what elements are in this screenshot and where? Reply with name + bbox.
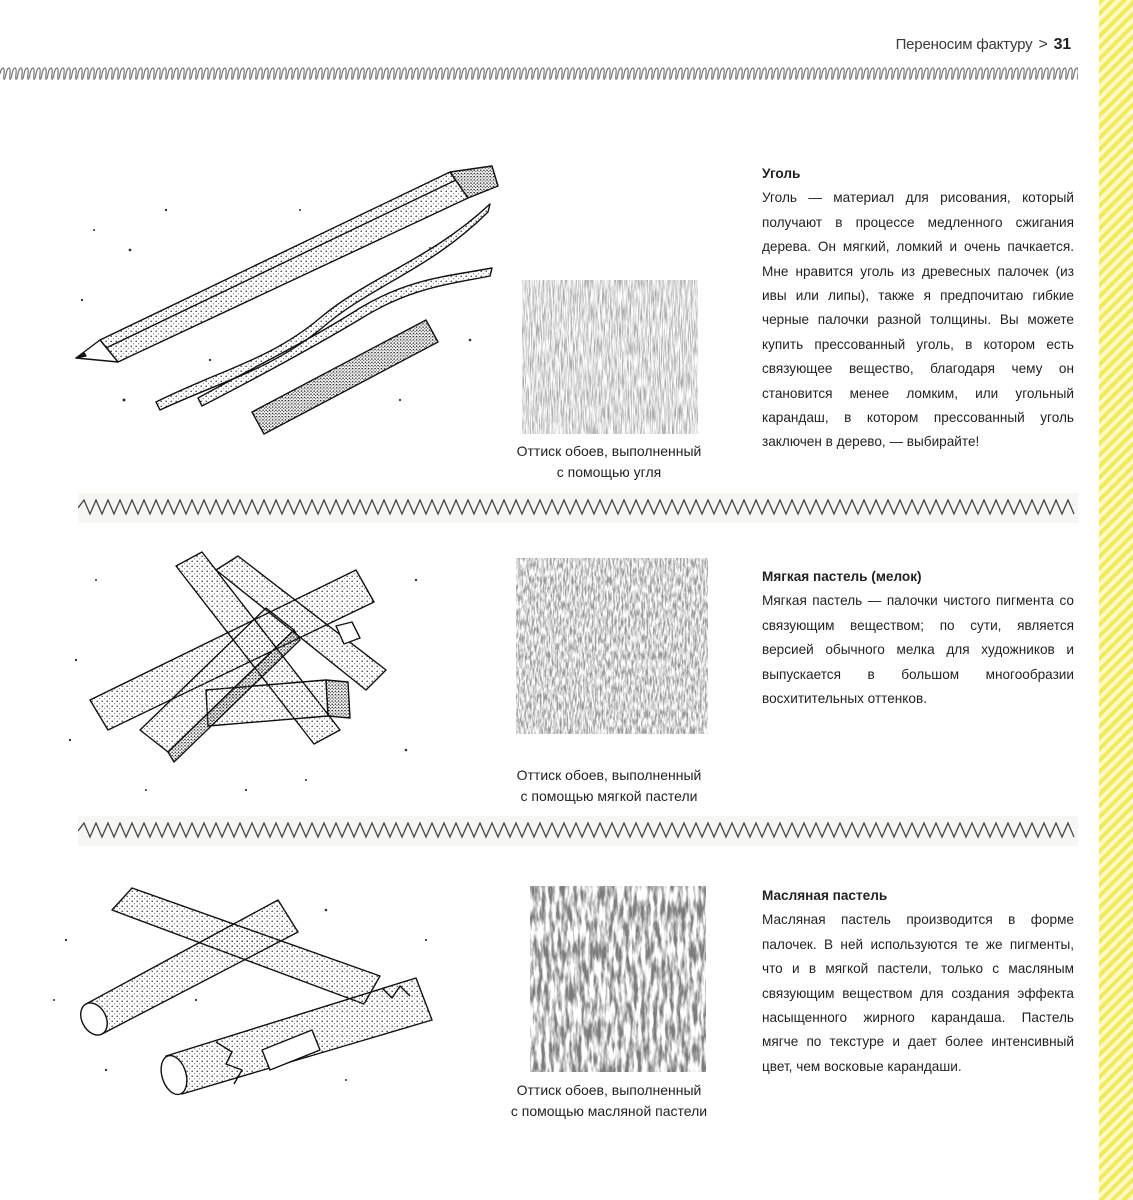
zigzag-divider-2 [78,816,1078,846]
section-body: Масляная пастель производится в форме палочек. В ней используются те же пигменты, что и в мягкой пастели, только с масляным связующим веществом для создания эффекта насыщенного жирного карандаша. Пастель мягче по текстуре и дает более интенсивный цвет, чем восковые карандаши. [762,912,1074,1074]
running-head-separator: > [1038,36,1048,53]
zigzag-divider-1 [78,493,1078,523]
caption-line-1: Оттиск обоев, выполненный [516,1082,702,1098]
charcoal-drawing [70,150,510,450]
top-loop-line-decoration [0,62,1078,86]
page-number: 31 [1053,36,1071,53]
oil-pastel-swatch [522,882,712,1078]
soft-pastel-swatch [512,552,712,738]
oil-pastel-drawing [46,880,466,1100]
section-heading: Масляная пастель [762,888,888,903]
caption-line-1: Оттиск обоев, выполненный [516,767,702,783]
section-heading: Мягкая пастель (мелок) [762,569,922,584]
running-head-section: Переносим фактуру [895,36,1033,53]
running-head [896,36,1071,54]
charcoal-text-block [762,162,1074,455]
soft-pastel-drawing [56,540,456,810]
soft-pastel-text-block [762,565,1074,711]
section-body: Уголь — материал для рисования, который получают в процессе медленного сжигания дерева. Он мягкий, ломкий и очень пачкается. Мне нравится уголь из древесных палочек (из ивы или липы), также я предпочитаю гибкие черные палочки разной толщины. Вы можете купить прессованный уголь, в котором есть связующее вещество, благодаря чему он становится менее ломким, или угольный карандаш, в котором прессованный уголь заключен в дерево, — выбирайте! [762,190,1074,450]
soft-pastel-caption [494,765,724,807]
caption-line-2: с помощью угля [556,464,662,480]
oil-pastel-text-block [762,884,1074,1079]
caption-line-1: Оттиск обоев, выполненный [516,443,702,459]
section-heading: Уголь [762,166,801,181]
oil-pastel-caption [494,1080,724,1122]
caption-line-2: с помощью масляной пастели [510,1103,708,1119]
edge-stripe-decoration [1099,0,1133,1200]
charcoal-swatch [516,272,702,438]
section-body: Мягкая пастель — палочки чистого пигмента со связующим веществом; по сути, является версией обычного мелка для художников и выпускается в большом многообразии восхитительных оттенков. [762,593,1074,707]
caption-line-2: с помощью мягкой пастели [520,788,698,804]
charcoal-caption [494,441,724,483]
